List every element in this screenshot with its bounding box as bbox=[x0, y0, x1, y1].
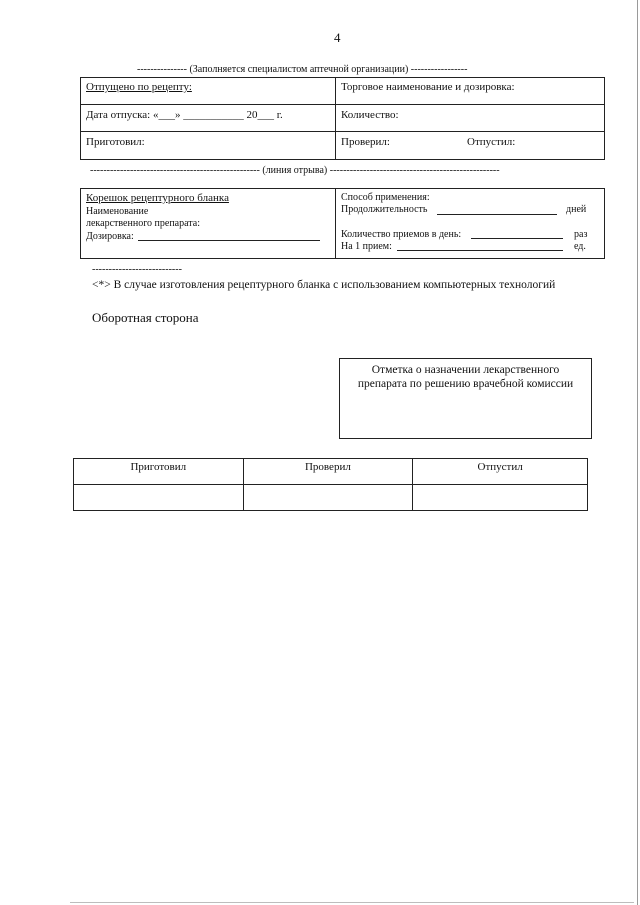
days-label: дней bbox=[566, 204, 587, 215]
per-intake-label: На 1 прием: bbox=[341, 241, 392, 252]
released-header: Отпустил bbox=[413, 459, 588, 485]
signatures-table bbox=[73, 458, 588, 511]
stub-table-divider bbox=[335, 188, 336, 259]
reverse-side-heading: Оборотная сторона bbox=[92, 310, 199, 325]
released-by-label: Отпустил: bbox=[467, 136, 516, 148]
page-number: 4 bbox=[334, 30, 341, 45]
release-date-field: Дата отпуска: «___» ___________ 20___ г. bbox=[86, 109, 283, 121]
footnote-separator: --------------------------- bbox=[92, 264, 182, 275]
pharmacy-table-row-line bbox=[80, 131, 605, 132]
table-row bbox=[74, 485, 588, 511]
prepared-header: Приготовил bbox=[74, 459, 244, 485]
duration-underline bbox=[437, 214, 557, 215]
commission-box-line-2: препарата по решению врачебной комиссии bbox=[357, 378, 574, 390]
tear-line: --------------------------------------------------- (линия отрыва) --------------------------------------------------- bbox=[90, 165, 500, 176]
prepared-by-label: Приготовил: bbox=[86, 136, 145, 148]
released-by-prescription-label: Отпущено по рецепту: bbox=[86, 81, 192, 93]
dosage-underline bbox=[138, 240, 320, 241]
trade-name-label: Торговое наименование и дозировка: bbox=[341, 81, 515, 93]
checked-by-label: Проверил: bbox=[341, 136, 390, 148]
units-label: ед. bbox=[574, 241, 586, 252]
stub-title: Корешок рецептурного бланка bbox=[86, 192, 229, 204]
released-signature-cell bbox=[413, 485, 588, 511]
drug-name-label-2: лекарственного препарата: bbox=[86, 218, 201, 229]
method-label: Способ применения: bbox=[341, 192, 430, 203]
footnote-text: <*> В случае изготовления рецептурного бланка с использованием компьютерных технологий bbox=[92, 279, 556, 291]
prepared-signature-cell bbox=[74, 485, 244, 511]
times-label: раз bbox=[574, 229, 588, 240]
page-edge-bottom bbox=[70, 902, 634, 903]
per-intake-underline bbox=[397, 250, 563, 251]
pharmacy-table-divider bbox=[335, 77, 336, 160]
dosage-label: Дозировка: bbox=[86, 231, 134, 242]
pharmacy-section-separator: --------------- (Заполняется специалистом аптечной организации) ----------------- bbox=[137, 64, 468, 75]
pharmacy-table-row-line bbox=[80, 104, 605, 105]
duration-label: Продолжительность bbox=[341, 204, 428, 215]
checked-header: Проверил bbox=[243, 459, 413, 485]
checked-signature-cell bbox=[243, 485, 413, 511]
intakes-label: Количество приемов в день: bbox=[341, 229, 462, 240]
table-row bbox=[74, 459, 588, 485]
intakes-underline bbox=[471, 238, 563, 239]
quantity-label: Количество: bbox=[341, 109, 399, 121]
drug-name-label-1: Наименование bbox=[86, 206, 149, 217]
page-edge-right bbox=[637, 0, 638, 905]
commission-box-line-1: Отметка о назначении лекарственного bbox=[371, 364, 560, 376]
